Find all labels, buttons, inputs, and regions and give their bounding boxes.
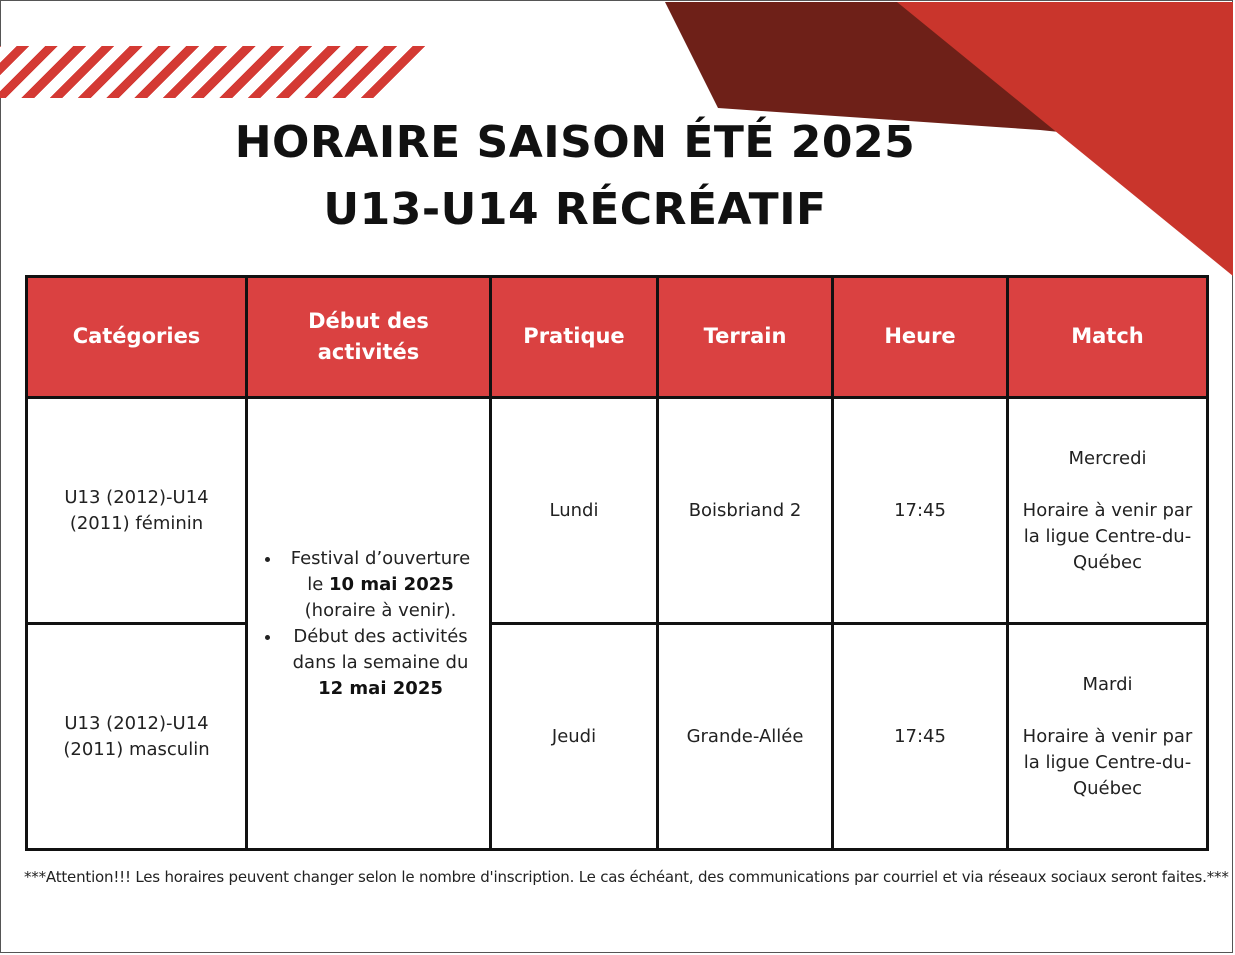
cell-match xyxy=(1008,398,1208,624)
cell-match xyxy=(1008,624,1208,850)
header-categories: Catégories xyxy=(27,277,247,398)
match-day: Mardi xyxy=(1082,673,1133,695)
header-debut: Début des activités xyxy=(247,277,491,398)
table-header-row xyxy=(27,277,1208,398)
list-item: • Début des activités dans la semaine du 12 mai 2025 xyxy=(282,624,479,702)
table-row xyxy=(27,398,1208,624)
header-match: Match xyxy=(1008,277,1208,398)
table-row xyxy=(27,624,1208,850)
header-heure: Heure xyxy=(833,277,1008,398)
cell-terrain: Grande-Allée xyxy=(658,624,833,850)
cell-pratique: Lundi xyxy=(491,398,658,624)
header-pratique: Pratique xyxy=(491,277,658,398)
cell-terrain: Boisbriand 2 xyxy=(658,398,833,624)
footnote: ***Attention!!! Les horaires peuvent changer selon le nombre d'inscription. Le cas échéant, des communications par courriel et via réseaux sociaux seront faites.*** xyxy=(24,868,1229,886)
cell-heure: 17:45 xyxy=(833,624,1008,850)
debut-list xyxy=(258,546,479,702)
page-subtitle: U13-U14 RÉCRÉATIF xyxy=(323,184,827,235)
match-day: Mercredi xyxy=(1068,447,1147,469)
cell-categorie: U13 (2012)-U14 (2011) masculin xyxy=(27,624,247,850)
cell-debut-activites xyxy=(247,398,491,850)
cell-pratique: Jeudi xyxy=(491,624,658,850)
header-terrain: Terrain xyxy=(658,277,833,398)
match-note: Horaire à venir par la ligue Centre-du-Québec xyxy=(1022,499,1193,573)
cell-categorie: U13 (2012)-U14 (2011) féminin xyxy=(27,398,247,624)
page-title: HORAIRE SAISON ÉTÉ 2025 xyxy=(234,117,916,168)
schedule-table xyxy=(25,275,1209,851)
list-item: • Festival d’ouverture le 10 mai 2025 (horaire à venir). xyxy=(282,546,479,624)
cell-heure: 17:45 xyxy=(833,398,1008,624)
match-note: Horaire à venir par la ligue Centre-du-Québec xyxy=(1022,725,1193,799)
